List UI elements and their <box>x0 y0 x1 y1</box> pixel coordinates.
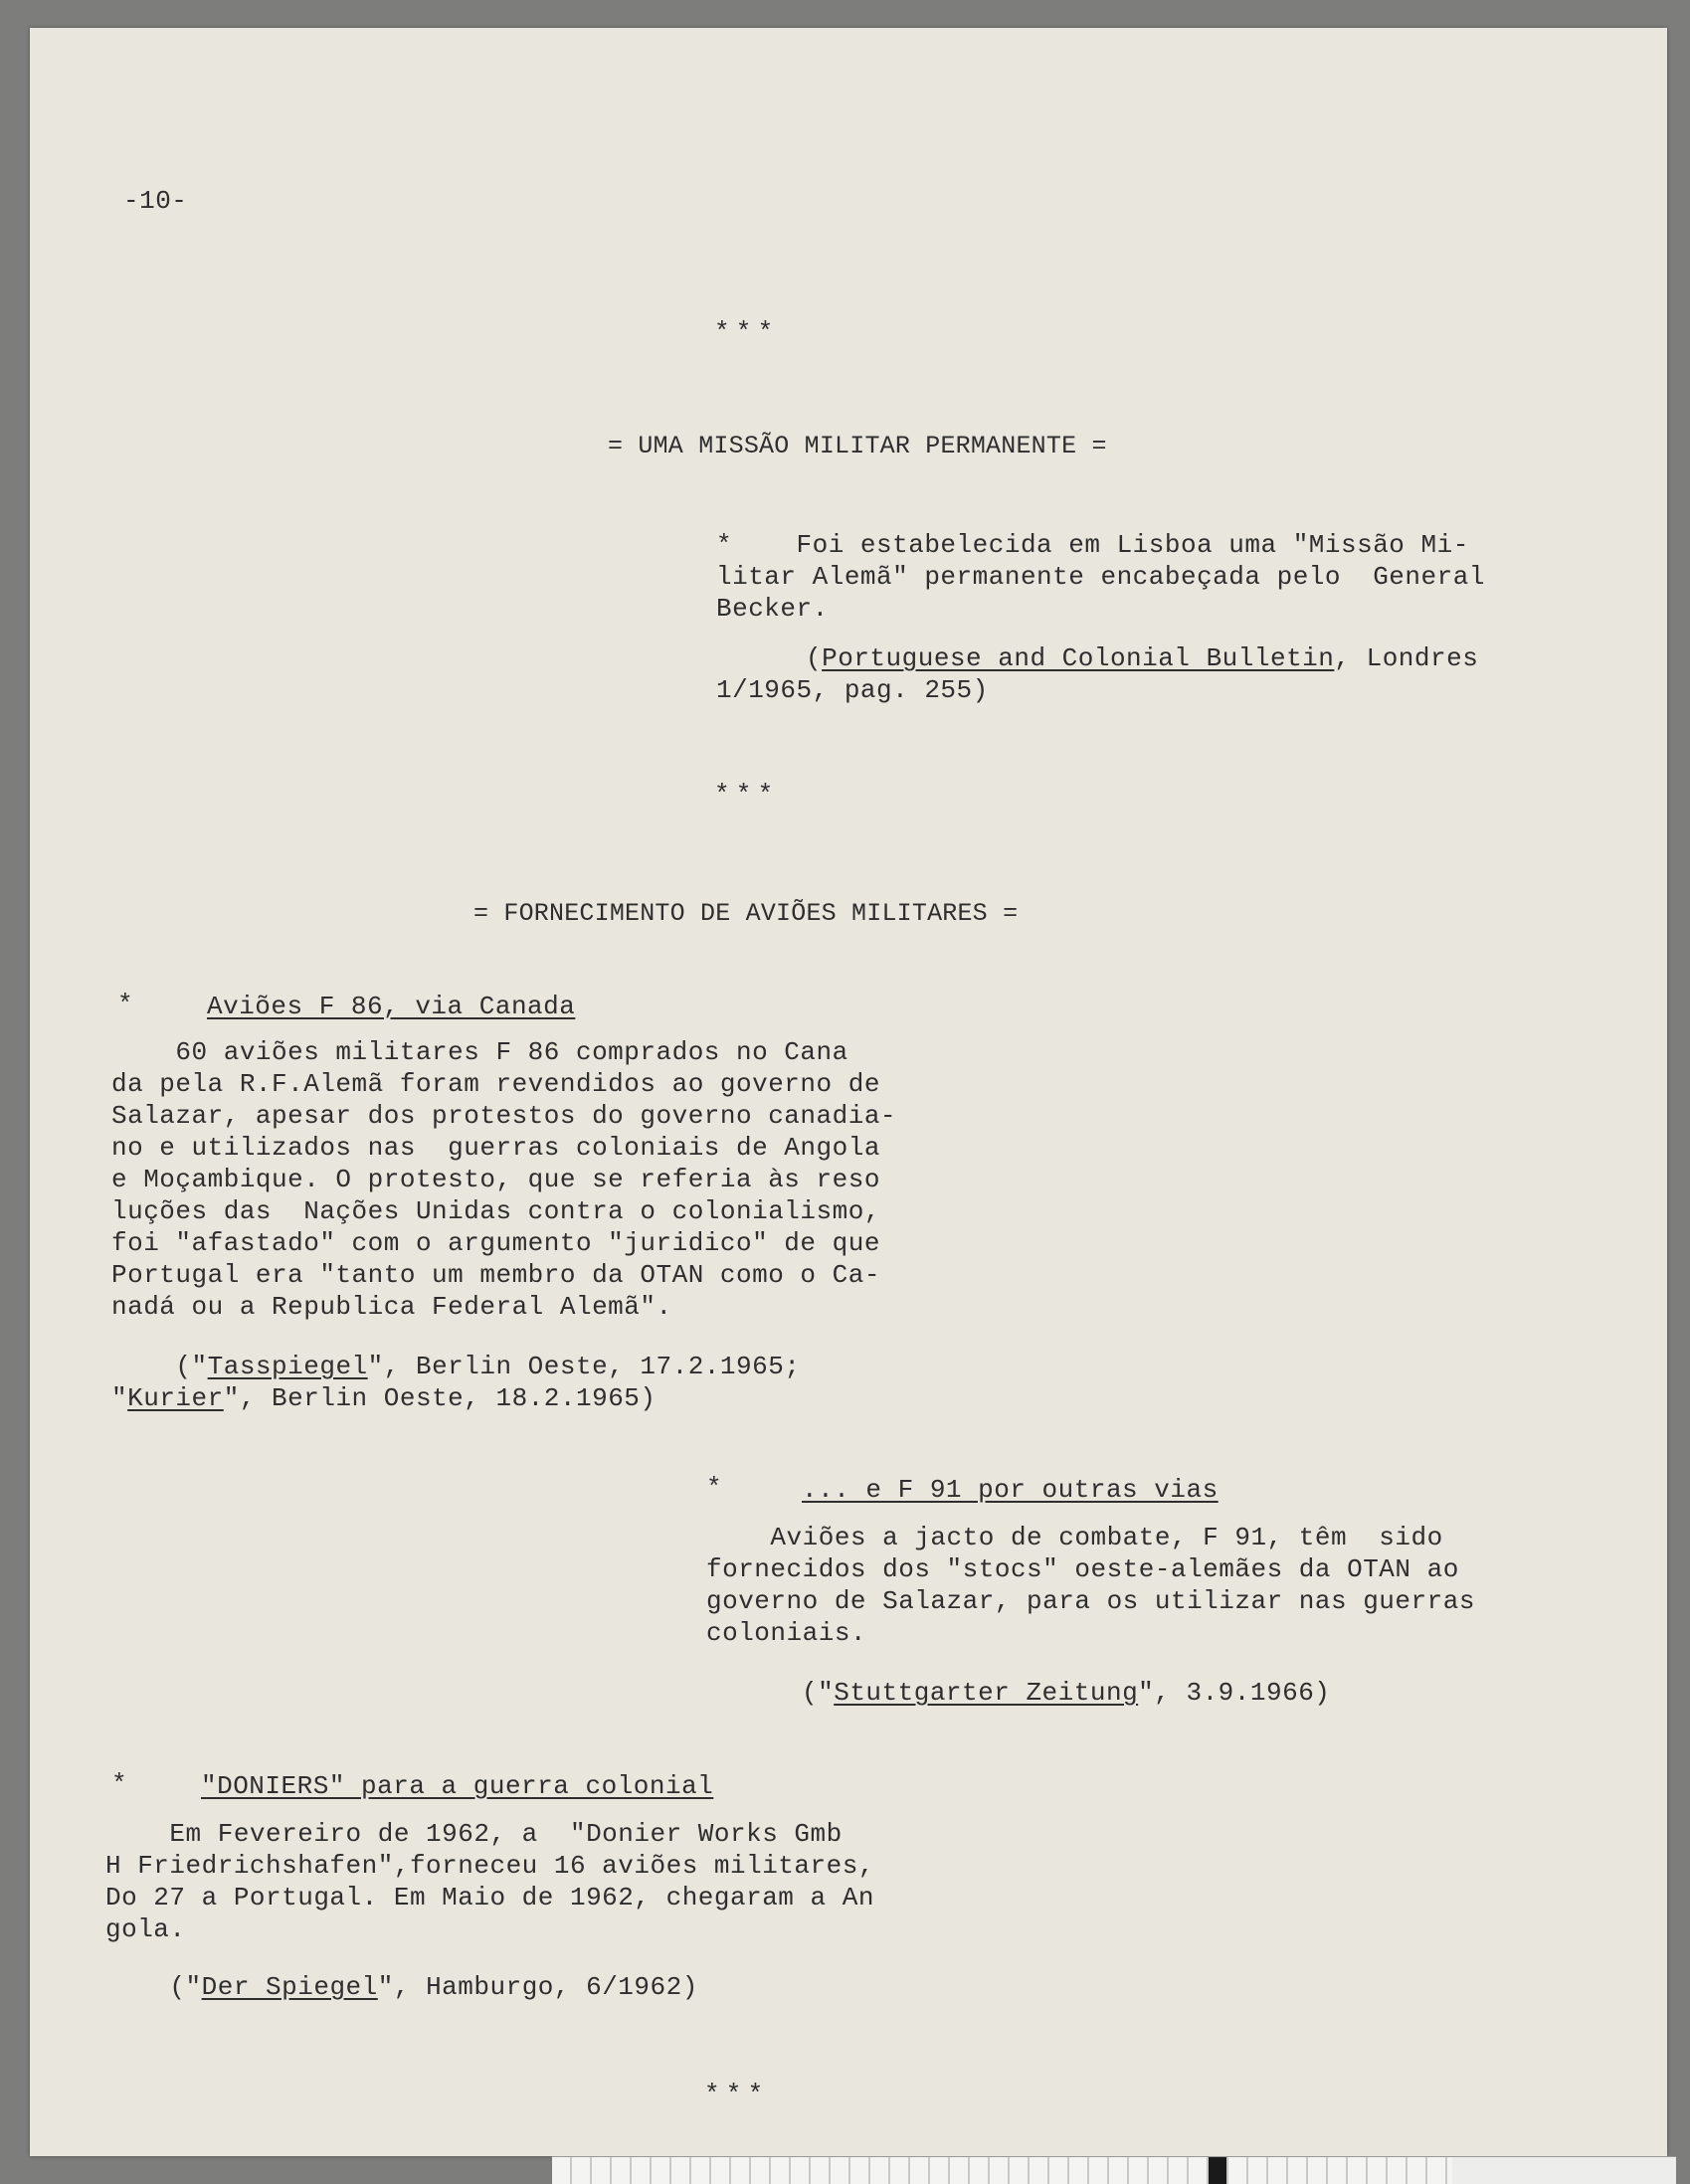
item-heading: "DONIERS" para a guerra colonial <box>201 1771 714 1801</box>
bullet-star: * <box>111 1769 128 1799</box>
paragraph-line: fornecidos dos "stocs" oeste-alemães da OTAN ao <box>706 1554 1459 1584</box>
page-number: -10- <box>123 186 188 216</box>
item-heading: ... e F 91 por outras vias <box>802 1475 1219 1505</box>
paragraph-line: 60 aviões militares F 86 comprados no Cana <box>111 1037 848 1067</box>
citation-source: Tasspiegel <box>207 1352 368 1381</box>
paragraph-line: da pela R.F.Alemã foram revendidos ao governo de <box>111 1069 880 1099</box>
citation: ("Der Spiegel", Hamburgo, 6/1962) <box>105 1972 698 2002</box>
paragraph-line: governo de Salazar, para os utilizar nas guerras <box>706 1586 1475 1616</box>
paragraph-line: no e utilizados nas guerras coloniais de Angola <box>111 1133 880 1163</box>
citation-source: Stuttgarter Zeitung <box>834 1678 1139 1708</box>
paragraph-line: coloniais. <box>706 1618 867 1648</box>
paragraph-line: Portugal era "tanto um membro da OTAN como o Ca- <box>111 1260 880 1290</box>
paragraph-line: Do 27 a Portugal. Em Maio de 1962, chegaram a An <box>105 1883 874 1912</box>
paragraph-line: e Moçambique. O protesto, que se referia às reso <box>111 1165 880 1194</box>
citation-source: Der Spiegel <box>201 1972 378 2002</box>
separator-stars: * * * <box>714 317 774 347</box>
citation-source: Portuguese and Colonial Bulletin <box>822 643 1335 673</box>
section-title: = FORNECIMENTO DE AVIÕES MILITARES = <box>473 899 1019 928</box>
paragraph-line: Em Fevereiro de 1962, a "Donier Works Gmb <box>105 1819 843 1849</box>
citation-source: Kurier <box>127 1383 224 1413</box>
document-page <box>30 28 1667 2156</box>
bullet-star: * <box>706 1473 723 1503</box>
paragraph-line: Aviões a jacto de combate, F 91, têm sido <box>706 1523 1443 1552</box>
paragraph-line: * Foi estabelecida em Lisboa uma "Missão Mi- <box>716 530 1469 560</box>
scale-ruler <box>552 2156 1676 2184</box>
paragraph-line: gola. <box>105 1914 186 1944</box>
separator-stars: * * * <box>714 780 774 810</box>
citation: "Kurier", Berlin Oeste, 18.2.1965) <box>111 1383 657 1413</box>
paragraph-line: foi "afastado" com o argumento "juridico" de que <box>111 1228 880 1258</box>
item-heading: Aviões F 86, via Canada <box>207 992 576 1021</box>
citation: ("Stuttgarter Zeitung", 3.9.1966) <box>802 1678 1331 1708</box>
section-title: = UMA MISSÃO MILITAR PERMANENTE = <box>608 432 1107 460</box>
separator-stars: * * * <box>704 2080 764 2109</box>
paragraph-line: Becker. <box>716 594 829 624</box>
paragraph-line: litar Alemã" permanente encabeçada pelo General <box>716 562 1485 592</box>
citation: (Portuguese and Colonial Bulletin, Londres <box>806 643 1479 673</box>
paragraph-line: Salazar, apesar dos protestos do governo canadia- <box>111 1101 897 1131</box>
paragraph-line: H Friedrichshafen",forneceu 16 aviões militares, <box>105 1851 874 1881</box>
citation: 1/1965, pag. 255) <box>716 675 989 705</box>
citation: ("Tasspiegel", Berlin Oeste, 17.2.1965; <box>111 1352 801 1381</box>
bullet-star: * <box>117 990 134 1019</box>
paragraph-line: luções das Nações Unidas contra o colonialismo, <box>111 1196 880 1226</box>
paragraph-line: nadá ou a Republica Federal Alemã". <box>111 1292 672 1322</box>
